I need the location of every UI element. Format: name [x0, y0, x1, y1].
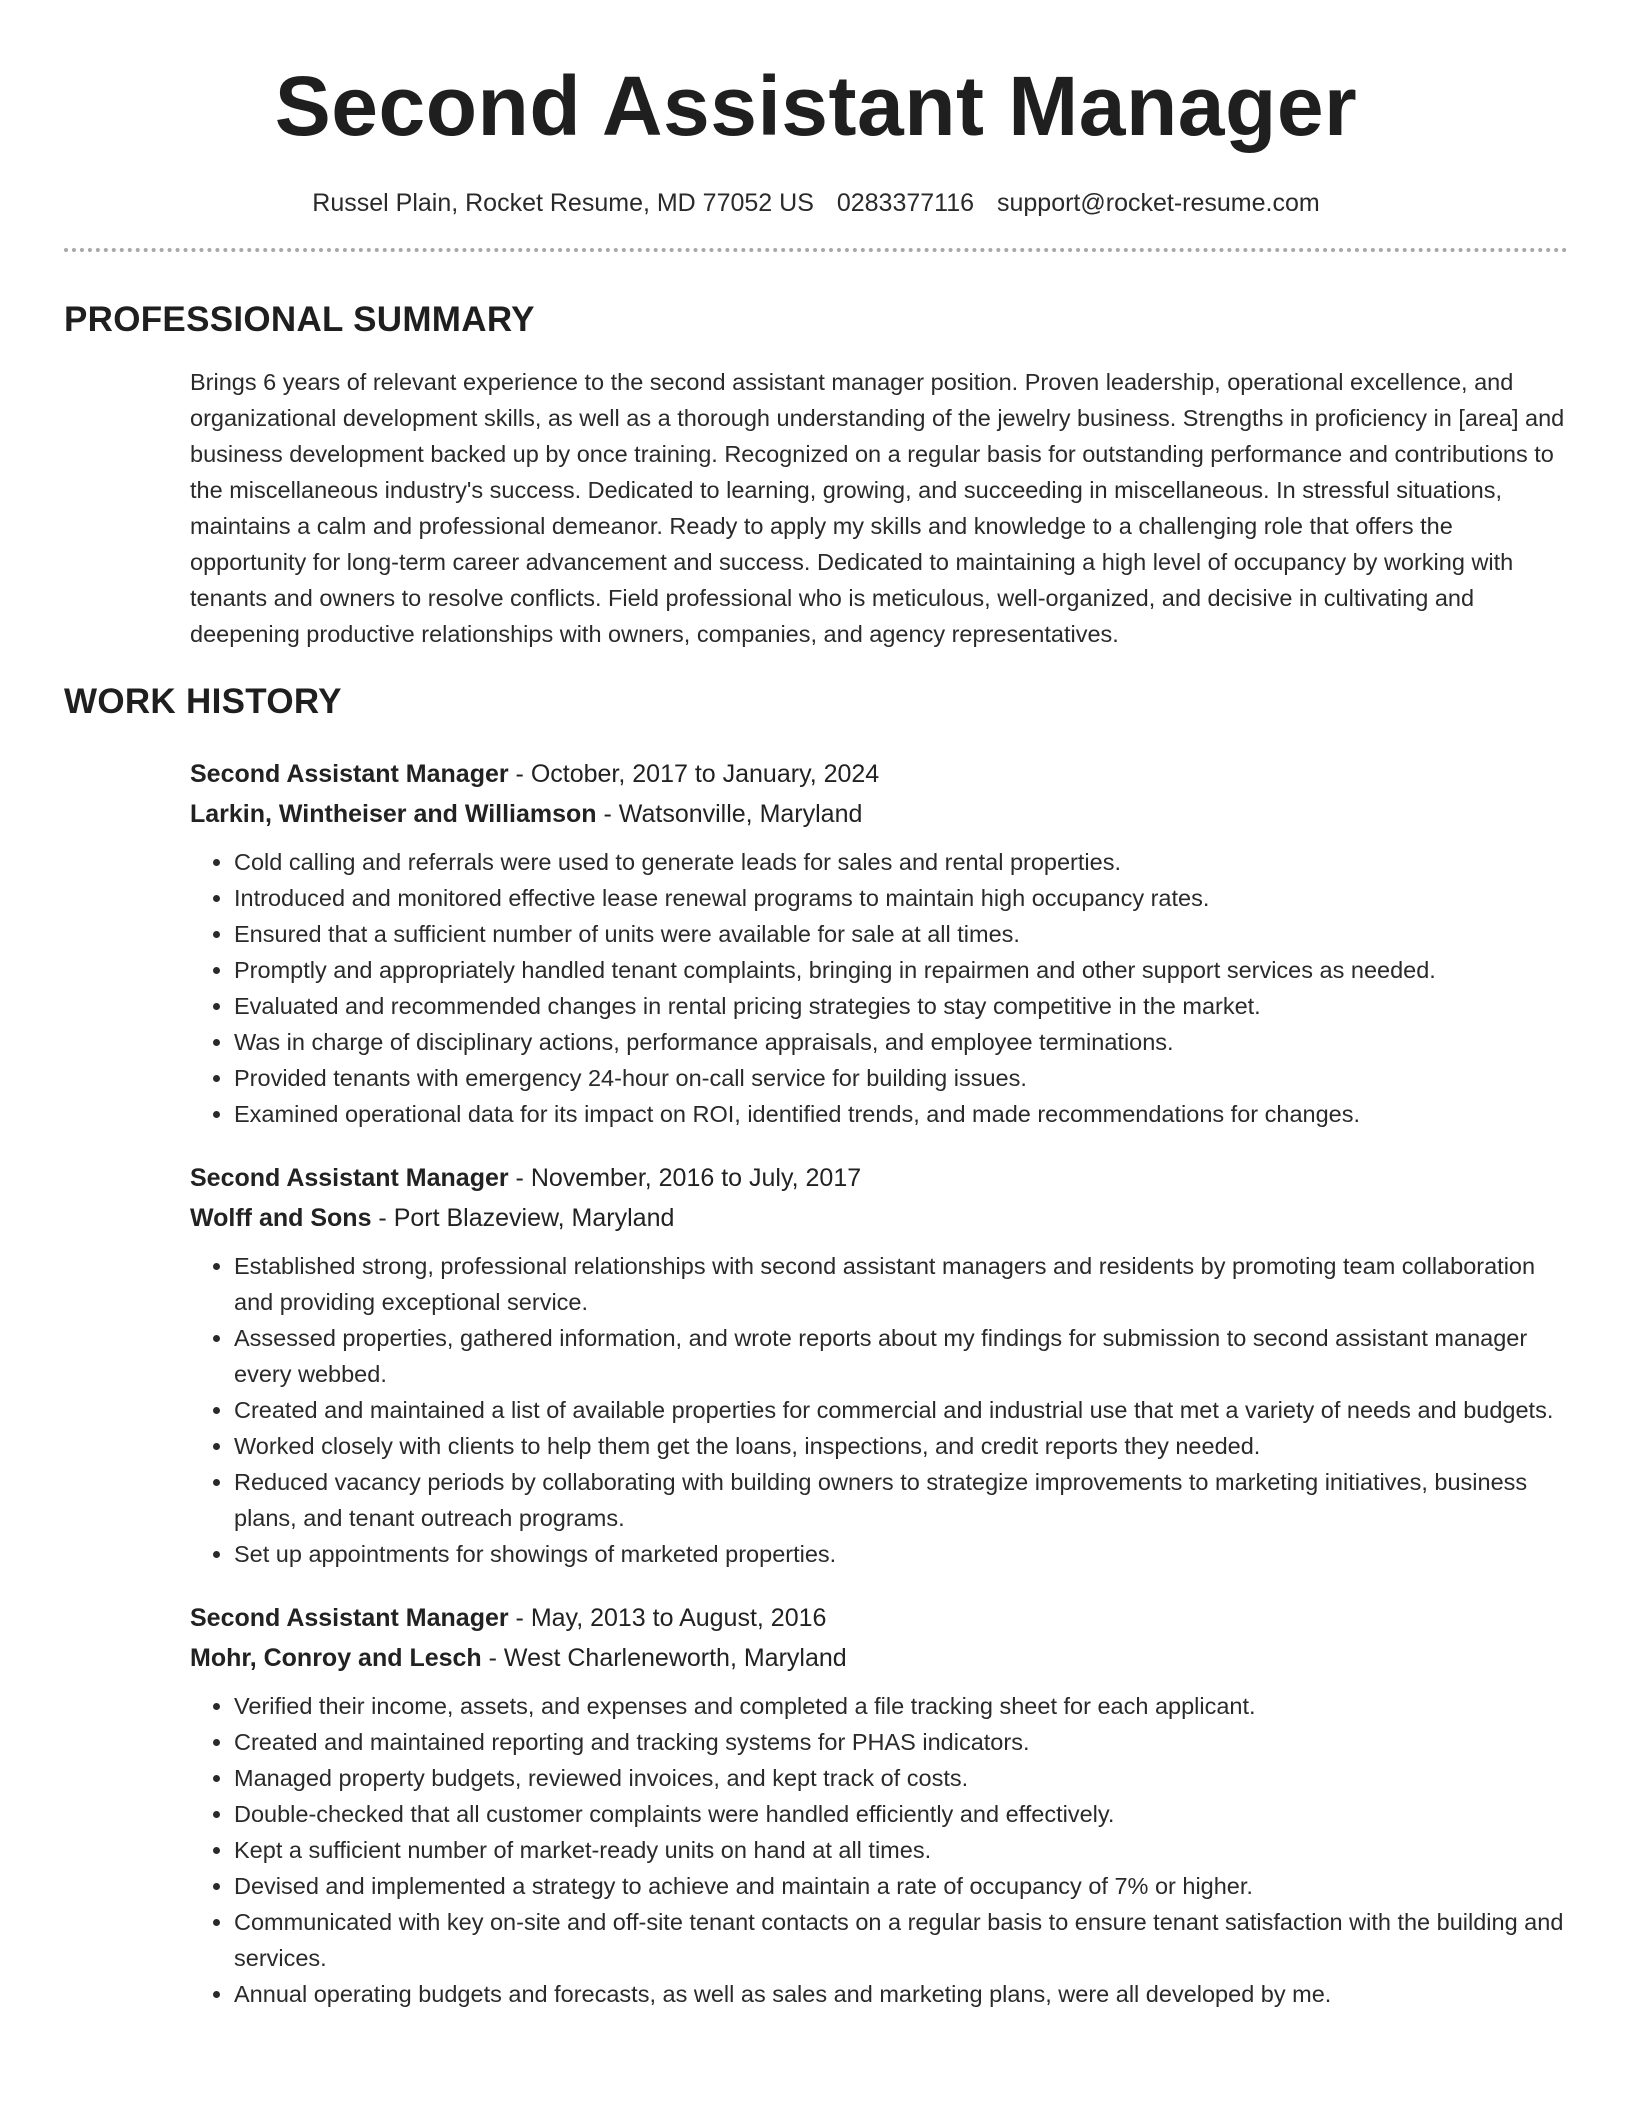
- job-bullet: • Set up appointments for showings of marketed properties.: [234, 1536, 1568, 1572]
- job-location: - West Charleneworth, Maryland: [481, 1644, 847, 1672]
- work-history-list: [190, 754, 1568, 2012]
- job-role: Second Assistant Manager: [190, 1164, 509, 1192]
- contact-phone: 0283377116: [836, 189, 975, 217]
- job-bullet: • Provided tenants with emergency 24-hour on-call service for building issues.: [234, 1060, 1568, 1096]
- job-bullet: • Introduced and monitored effective lease renewal programs to maintain high occupancy rates.: [234, 880, 1568, 916]
- job-role-line: [190, 1598, 1568, 1638]
- job-bullet: • Promptly and appropriately handled tenant complaints, bringing in repairmen and other support services as needed.: [234, 952, 1568, 988]
- job-dates: - November, 2016 to July, 2017: [508, 1164, 862, 1192]
- job-bullet: • Kept a sufficient number of market-ready units on hand at all times.: [234, 1832, 1568, 1868]
- job-bullet: • Examined operational data for its impact on ROI, identified trends, and made recommendations for changes.: [234, 1096, 1568, 1132]
- job-bullet: • Established strong, professional relationships with second assistant managers and residents by promoting team collaboration and providing exceptional service.: [234, 1248, 1568, 1320]
- job-bullet: • Annual operating budgets and forecasts, as well as sales and marketing plans, were all developed by me.: [234, 1976, 1568, 2012]
- job-entry: [190, 1598, 1568, 2012]
- section-title-summary: PROFESSIONAL SUMMARY: [64, 300, 535, 339]
- job-bullet: • Assessed properties, gathered information, and wrote reports about my findings for submission to second assistant manager every webbed.: [234, 1320, 1568, 1392]
- section-title-work-history: WORK HISTORY: [64, 682, 342, 721]
- job-bullet: • Cold calling and referrals were used to generate leads for sales and rental properties.: [234, 844, 1568, 880]
- job-bullet: • Ensured that a sufficient number of units were available for sale at all times.: [234, 916, 1568, 952]
- job-location: - Watsonville, Maryland: [596, 800, 863, 828]
- job-bullets: [190, 1688, 1568, 2012]
- job-bullet: • Evaluated and recommended changes in rental pricing strategies to stay competitive in the market.: [234, 988, 1568, 1024]
- job-company: Mohr, Conroy and Lesch: [190, 1644, 482, 1672]
- header-divider: [64, 248, 1568, 252]
- job-role-line: [190, 754, 1568, 794]
- resume-title: Second Assistant Manager: [274, 59, 1358, 153]
- summary-text: Brings 6 years of relevant experience to the second assistant manager position. Proven leadership, operational excellence, and organizational development skills, as well as a thorough understanding of the jewelry business. Strengths in proficiency in [area] and business development backed up by once training. Recognized on a regular basis for outstanding performance and contributions to the miscellaneous industry's success. Dedicated to learning, growing, and succeeding in miscellaneous. In stressful situations, maintains a calm and professional demeanor. Ready to apply my skills and knowledge to a challenging role that offers the opportunity for long-term career advancement and success. Dedicated to maintaining a high level of occupancy by working with tenants and owners to resolve conflicts. Field professional who is meticulous, well-organized, and decisive in cultivating and deepening productive relationships with owners, companies, and agency representatives.: [190, 369, 1565, 647]
- job-bullet: • Devised and implemented a strategy to achieve and maintain a rate of occupancy of 7% or higher.: [234, 1868, 1568, 1904]
- job-bullets: [190, 844, 1568, 1132]
- job-bullet: • Created and maintained a list of available properties for commercial and industrial use that met a variety of needs and budgets.: [234, 1392, 1568, 1428]
- job-bullet: • Communicated with key on-site and off-site tenant contacts on a regular basis to ensure tenant satisfaction with the building and services.: [234, 1904, 1568, 1976]
- contact-line: [64, 186, 1568, 220]
- job-role: Second Assistant Manager: [190, 1604, 509, 1632]
- job-bullet: • Created and maintained reporting and tracking systems for PHAS indicators.: [234, 1724, 1568, 1760]
- contact-email: support@rocket-resume.com: [996, 189, 1320, 217]
- job-company-line: [190, 1638, 1568, 1678]
- job-dates: - May, 2013 to August, 2016: [508, 1604, 827, 1632]
- job-company-line: [190, 1198, 1568, 1238]
- job-entry: [190, 754, 1568, 1132]
- contact-address: Russel Plain, Rocket Resume, MD 77052 US: [312, 189, 814, 217]
- job-company: Wolff and Sons: [190, 1204, 372, 1232]
- job-bullets: [190, 1248, 1568, 1572]
- job-role-line: [190, 1158, 1568, 1198]
- job-company: Larkin, Wintheiser and Williamson: [190, 800, 597, 828]
- job-location: - Port Blazeview, Maryland: [371, 1204, 675, 1232]
- job-bullet: • Double-checked that all customer complaints were handled efficiently and effectively.: [234, 1796, 1568, 1832]
- job-bullet: • Was in charge of disciplinary actions, performance appraisals, and employee terminations.: [234, 1024, 1568, 1060]
- job-bullet: • Managed property budgets, reviewed invoices, and kept track of costs.: [234, 1760, 1568, 1796]
- job-entry: [190, 1158, 1568, 1572]
- job-dates: - October, 2017 to January, 2024: [508, 760, 880, 788]
- job-company-line: [190, 794, 1568, 834]
- job-role: Second Assistant Manager: [190, 760, 509, 788]
- job-bullet: • Reduced vacancy periods by collaborating with building owners to strategize improvements to marketing initiatives, business plans, and tenant outreach programs.: [234, 1464, 1568, 1536]
- job-bullet: • Worked closely with clients to help them get the loans, inspections, and credit reports they needed.: [234, 1428, 1568, 1464]
- job-bullet: • Verified their income, assets, and expenses and completed a file tracking sheet for each applicant.: [234, 1688, 1568, 1724]
